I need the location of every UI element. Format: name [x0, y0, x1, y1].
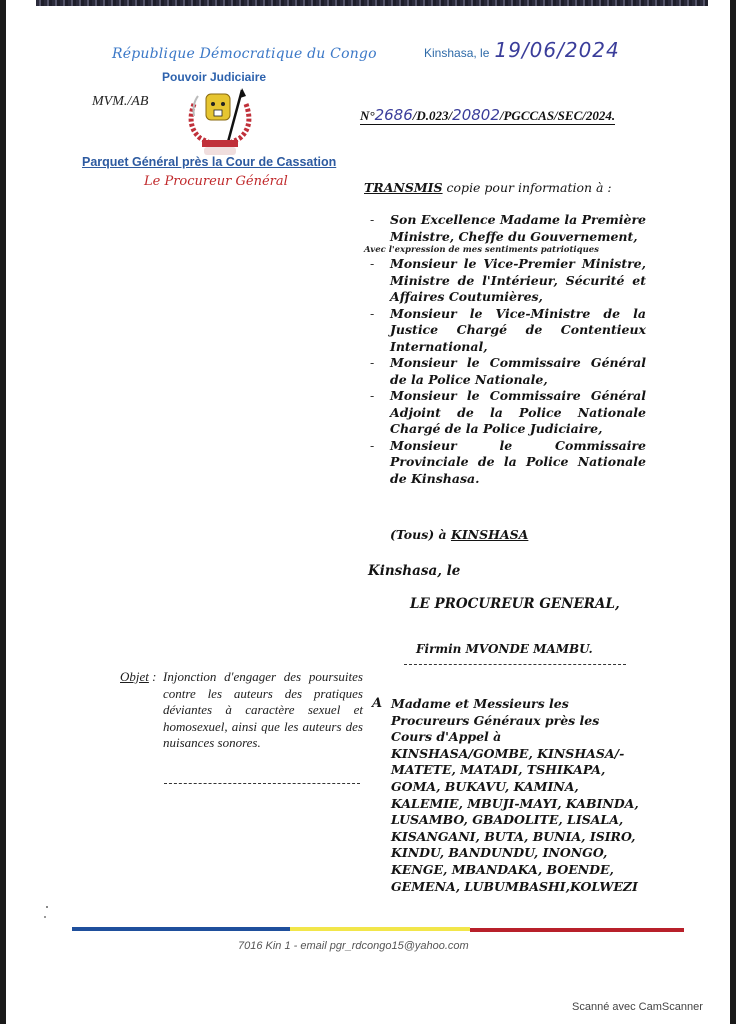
- addressee-line: GEMENA, LUBUMBASHI,KOLWEZI: [391, 878, 638, 894]
- addressee-line: Procureurs Généraux près les: [391, 712, 600, 728]
- office-name: Parquet Général près la Cour de Cassation: [82, 155, 337, 169]
- objet-text: Injonction d'engager des poursuites contre les auteurs des pratiques déviantes à caractère sexuel et homosexuel, ainsi que les auteurs des nuisances sonores.: [163, 669, 363, 750]
- signature-title: LE PROCUREUR GENERAL,: [410, 596, 620, 612]
- letterhead-branch: Pouvoir Judiciaire: [162, 70, 267, 84]
- addressee-line: Madame et Messieurs les: [391, 696, 569, 711]
- objet-label-wrap: Objet :: [120, 669, 157, 684]
- objet-label: Objet: [120, 669, 149, 684]
- tous-line: (Tous) à KINSHASA: [390, 527, 529, 542]
- handwritten-date: 19/06/2024: [494, 38, 620, 62]
- recipient-list: [364, 212, 646, 487]
- transmis-heading: TRANSMIS copie pour information à :: [364, 180, 612, 195]
- addressee-line: Cours d'Appel à: [391, 729, 502, 745]
- recipient-note: Avec l'expression de mes sentiments patriotiques: [364, 245, 599, 255]
- addressee-block: [391, 696, 661, 895]
- handwritten-ref-2: 20802: [452, 106, 500, 124]
- signature-name: Firmin MVONDE MAMBU.: [416, 642, 593, 656]
- addressee-line: GOMA, BUKAVU, KAMINA,: [391, 778, 579, 794]
- dateline-label: Kinshasa, le: [424, 46, 490, 60]
- scan-top-edge: [36, 0, 708, 6]
- addressee-line: LUSAMBO, GBADOLITE, LISALA,: [391, 812, 624, 828]
- addressee-line: KENGE, MBANDAKA, BOENDE,: [391, 861, 614, 877]
- dateline: [424, 38, 620, 62]
- addressee-line: KINDU, BANDUNDU, INONGO,: [391, 845, 608, 861]
- recipient-item: - Son Excellence Madame la Première Ministre, Cheffe du Gouvernement,: [370, 212, 646, 244]
- camscanner-watermark: Scanné avec CamScanner: [572, 1001, 703, 1013]
- signature-place-date: Kinshasa, le: [368, 563, 461, 579]
- drc-coat-of-arms-icon: [180, 86, 260, 158]
- reference-number: N°2686/D.023/20802/PGCCAS/SEC/2024.: [360, 106, 616, 124]
- objet-divider: [164, 783, 360, 784]
- scan-speck: [46, 906, 48, 908]
- handwritten-ref-1: 2686: [374, 106, 413, 124]
- scan-speck: [44, 916, 46, 918]
- initials-reference: MVM./AB: [92, 94, 149, 109]
- footer-contact: 7016 Kin 1 - email pgr_rdcongo15@yahoo.com: [238, 940, 469, 952]
- addressee-line: KINSHASA/GOMBE, KINSHASA/-: [391, 745, 625, 761]
- recipient-item: - Monsieur le Commissaire Provinciale de la Police Nationale de Kinshasa.: [370, 437, 646, 486]
- recipient-item: - Monsieur le Commissaire Général de la Police Nationale,: [370, 355, 646, 387]
- tous-city: KINSHASA: [450, 527, 529, 542]
- addressee-marker: A: [372, 696, 383, 711]
- recipient-item: - Monsieur le Commissaire Général Adjoint de la Police Nationale Chargé de la Police Judiciaire,: [370, 388, 646, 436]
- office-title-script: Le Procureur Général: [144, 174, 288, 189]
- transmis-keyword: TRANSMIS: [364, 180, 443, 195]
- footer-flag-red: [470, 928, 684, 932]
- addressee-line: KISANGANI, BUTA, BUNIA, ISIRO,: [391, 828, 636, 844]
- recipient-item: - Monsieur le Vice-Premier Ministre, Ministre de l'Intérieur, Sécurité et Affaires Coutumières,: [370, 256, 646, 304]
- footer-flag-yellow: [290, 927, 470, 931]
- signature-divider: [404, 664, 626, 665]
- letterhead-country: République Démocratique du Congo: [112, 46, 377, 62]
- recipient-item: - Monsieur le Vice-Ministre de la Justice Chargé de Contentieux International,: [370, 305, 646, 354]
- addressee-line: KALEMIE, MBUJI-MAYI, KABINDA,: [391, 795, 639, 811]
- document-page: [6, 0, 730, 1024]
- addressee-line: MATETE, MATADI, TSHIKAPA,: [391, 762, 606, 778]
- footer-flag-blue: [72, 927, 290, 931]
